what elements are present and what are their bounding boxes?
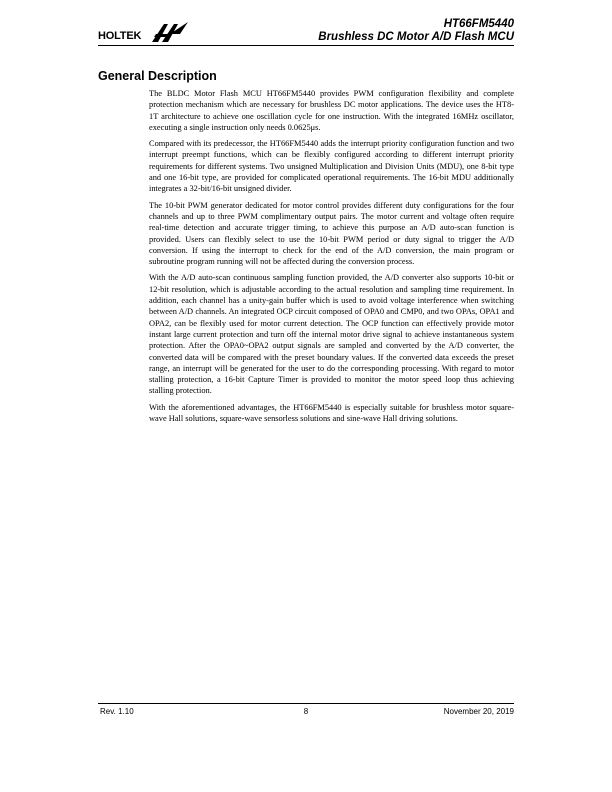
release-date: November 20, 2019 <box>443 707 514 716</box>
paragraph: Compared with its predecessor, the HT66FM5440 adds the interrupt priority configuration function and two interrupt preempt functions, which can be flexibly configured according to different interrupt priority requirements for different systems. Two unsigned Multiplication and Division Units (MDU), one 8-bit type and one 16-bit type, are provided for complicated operational requirements. The 16-bit MDU additionally integrates a 32-bit/16-bit unsigned divider. <box>149 139 514 194</box>
revision-label: Rev. 1.10 <box>100 707 134 716</box>
page-number: 8 <box>303 707 309 716</box>
logo-text: HOLTEK <box>98 30 142 42</box>
section-title: General Description <box>98 69 217 83</box>
header-rule <box>98 45 514 46</box>
paragraph: With the aforementioned advantages, the HT66FM5440 is especially suitable for brushless motor square-wave Hall solutions, square-wave sensorless solutions and sine-wave Hall driving solutions. <box>149 402 514 424</box>
header-title-block <box>318 18 514 44</box>
paragraph: The BLDC Motor Flash MCU HT66FM5440 provides PWM configuration flexibility and complete protection mechanism which are necessary for brushless DC motor applications. The device uses the HT8-1T architecture to achieve one oscillation cycle for one instruction. With the integrated 16MHz oscillator, executing a single instruction only needs 0.0625μs. <box>149 89 514 132</box>
paragraph: With the A/D auto-scan continuous sampling function provided, the A/D converter also supports 10-bit or 12-bit resolution, which is adjustable according to the actual resolution and sampling time requirement. In addition, each channel has a unity-gain buffer which is used to avoid voltage interference when switching between A/D channels. An integrated OCP circuit composed of OPA0 and CMP0, and two OPAs, OPA1 and OPA2, can be flexibly used for motor current detection. The OCP function can effectively provide motor instant large current protection and turn off the internal motor drive signal to achieve instantaneous system protection. After the OPA0~OPA2 output signals are sampled and converted by the A/D converter, the converted data will be compared with the preset boundary values. If the converted data exceeds the preset range, an interrupt will be generated for the user to do the corresponding processing. With regard to motor stalling protection, a 16-bit Capture Timer is provided to monitor the motor speed loop thus achieving stalling protection. <box>149 273 514 396</box>
section-body <box>149 88 514 429</box>
holtek-logo <box>98 20 190 44</box>
page-header <box>98 18 514 45</box>
footer-rule <box>98 703 514 704</box>
page-footer <box>98 707 514 719</box>
holtek-logo-mark-icon <box>150 20 190 44</box>
paragraph: The 10-bit PWM generator dedicated for motor control provides different duty configurations for the four channels and up to three PWM complimentary output pairs. The motor current and voltage often require real-time detection and accurate trigger timing, to achieve this purpose an A/D auto-scan function is provided. Users can flexibly select to use the 10-bit PWM period or duty signal to trigger the A/D conversion. If using the interrupt to check for the end of the A/D conversion, the main program or subroutine program running will not be affected during the conversion process. <box>149 200 514 267</box>
part-number: HT66FM5440 <box>443 18 514 30</box>
document-subtitle: Brushless DC Motor A/D Flash MCU <box>318 31 514 43</box>
